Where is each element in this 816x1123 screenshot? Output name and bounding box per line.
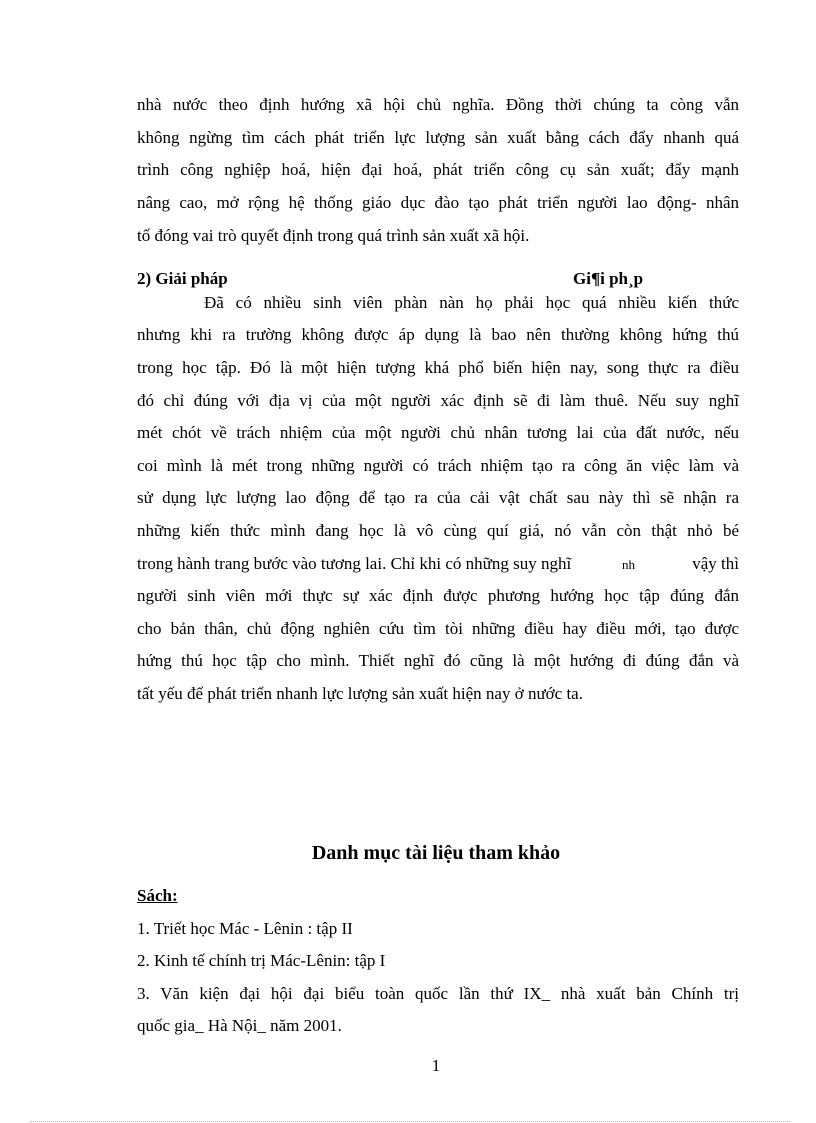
solution-line: sử dụng lực lượng lao động để tạo ra của cải vật chất sau này thì sẽ nhận ra [137, 488, 739, 507]
inline-fragment-nh: nh [622, 557, 635, 572]
reference-item: 1. Triết học Mác - Lênin : tập II [137, 919, 353, 938]
body-line: nâng cao, mở rộng hệ thống giáo dục đào tạo phát triển người lao động- nhân [137, 193, 739, 212]
books-label: Sách: [137, 886, 178, 905]
section-heading-garbled: Gi¶i ph¸p [573, 269, 644, 288]
solution-line: nhưng khi ra trường không được áp dụng là bao nên thường không hứng thú [137, 325, 739, 344]
reference-item: 2. Kinh tế chính trị Mác-Lênin: tập I [137, 951, 386, 970]
solution-line: những kiến thức mình đang học là vô cùng quí giá, nó vẫn còn thật nhỏ bé [137, 521, 739, 540]
solution-line-tail: vậy thì [692, 554, 739, 573]
reference-item-continuation: quốc gia_ Hà Nội_ năm 2001. [137, 1016, 342, 1035]
solution-line: đó chỉ đúng với địa vị của một người xác định sẽ đi làm thuê. Nếu suy nghĩ [137, 391, 739, 410]
reference-item: 3. Văn kiện đại hội đại biểu toàn quốc lần thứ IX_ nhà xuất bản Chính trị [137, 984, 739, 1003]
solution-line: mét chót về trách nhiệm của một người chủ nhân tương lai của đất nước, nếu [137, 423, 739, 442]
solution-line: hứng thú học tập cho mình. Thiết nghĩ đó cũng là một hướng đi đúng đắn và [137, 651, 739, 670]
solution-line: trong học tập. Đó là một hiện tượng khá phổ biến hiện nay, song thực ra điều [137, 358, 739, 377]
solution-line: Đã có nhiều sinh viên phàn nàn họ phải học quá nhiều kiến thức [204, 293, 739, 312]
page-bottom-rule [30, 1121, 790, 1122]
solution-line: cho bản thân, chủ động nghiên cứu tìm tòi những điều hay điều mới, tạo được [137, 619, 739, 638]
body-line: trình công nghiệp hoá, hiện đại hoá, phát triển công cụ sản xuất; đẩy mạnh [137, 160, 739, 179]
solution-line: trong hành trang bước vào tương lai. Chỉ khi có những suy nghĩ [137, 554, 572, 573]
solution-line: tất yếu để phát triển nhanh lực lượng sản xuất hiện nay ở nước ta. [137, 684, 583, 703]
section-heading: 2) Giải pháp [137, 269, 228, 288]
solution-line: coi mình là mét trong những người có trách nhiệm tạo ra công ăn việc làm và [137, 456, 739, 475]
page-number: 1 [431, 1056, 441, 1075]
body-line: tố đóng vai trò quyết định trong quá trình sản xuất xã hội. [137, 226, 530, 245]
body-line: không ngừng tìm cách phát triển lực lượng sản xuất bằng cách đẩy nhanh quá [137, 128, 739, 147]
references-title: Danh mục tài liệu tham khảo [311, 842, 561, 864]
solution-line: người sinh viên mới thực sự xác định được phương hướng học tập đúng đắn [137, 586, 739, 605]
body-line: nhà nước theo định hướng xã hội chủ nghĩa. Đồng thời chúng ta còng vẫn [137, 95, 739, 114]
